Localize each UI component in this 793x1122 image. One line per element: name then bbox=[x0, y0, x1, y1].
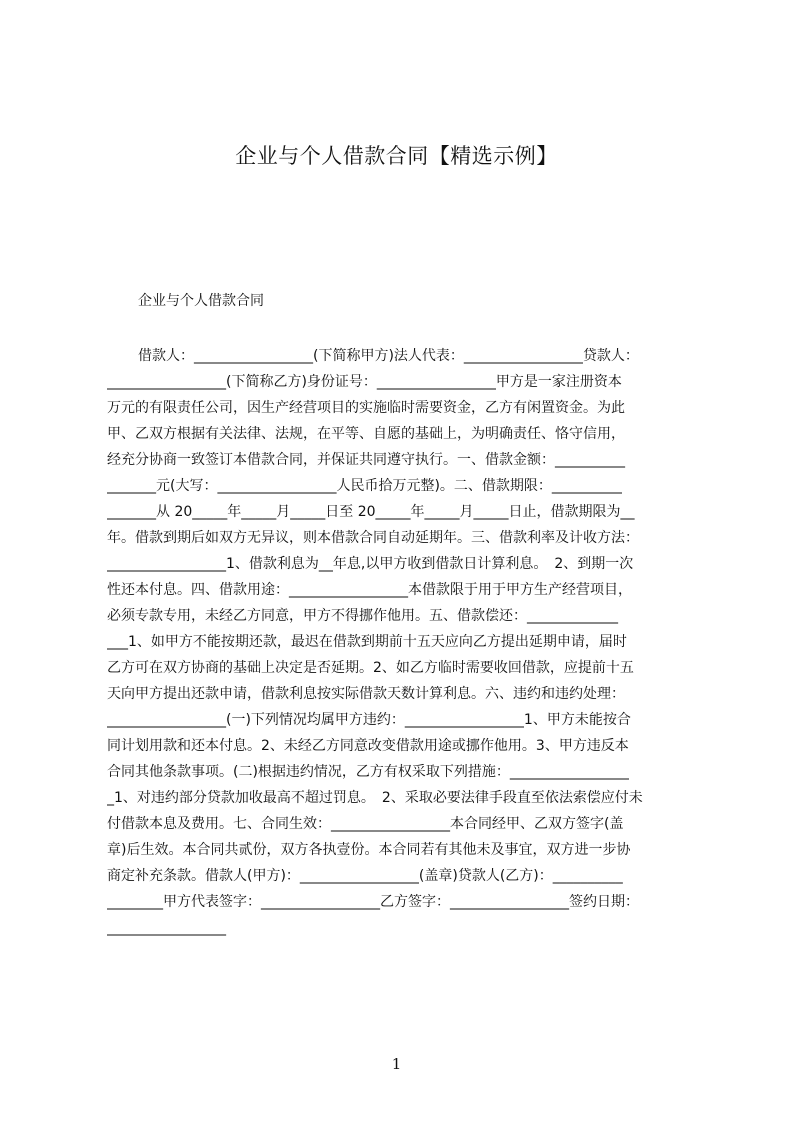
body-line: _1、对违约部分贷款加收最高不超过罚息。 2、采取必要法律手段直至依法索偿应付未 bbox=[107, 790, 643, 806]
body-line: _________________(一)下列情况均属甲方违约：_________________1、甲方未能按合 bbox=[107, 712, 631, 728]
body-line: _______元(大写：_________________人民币拾万元整)。二、借款期限：__________ bbox=[107, 478, 622, 494]
body-line: _________________(下简称乙方)身份证号：_________________甲方是一家注册资本 bbox=[107, 374, 622, 390]
body-line: 性还本付息。四、借款用途：_________________本借款限于用于甲方生产经营项目， bbox=[107, 582, 632, 598]
body-line: 同计划用款和还本付息。2、未经乙方同意改变借款用途或挪作他用。3、甲方违反本 bbox=[107, 738, 629, 754]
body-line: 必须专款专用，未经乙方同意，甲方不得挪作他用。五、借款偿还：_____________ bbox=[107, 608, 618, 624]
body-line: _______从 20_____年_____月_____日至 20_____年_____月_____日止，借款期限为__ bbox=[107, 504, 635, 520]
document-title: 企业与个人借款合同【精选示例】 bbox=[235, 144, 558, 168]
body-line: 经充分协商一致签订本借款合同，并保证共同遵守执行。一、借款金额：__________ bbox=[107, 452, 625, 468]
body-line: ________甲方代表签字：_________________乙方签字：_________________签约日期： bbox=[107, 894, 639, 910]
body-line: 付借款本息及费用。七、合同生效：_________________本合同经甲、乙双方签字(盖 bbox=[107, 816, 624, 832]
body-line: 商定补充条款。借款人(甲方)：_________________(盖章)贷款人(乙方)：__________ bbox=[107, 868, 623, 884]
body-line: 借款人：_________________(下简称甲方)法人代表：_________________贷款人： bbox=[138, 348, 639, 364]
body-line: 章)后生效。本合同共贰份，双方各执壹份。本合同若有其他未及事宜，双方进一步协 bbox=[107, 842, 631, 858]
body-line: 天向甲方提出还款申请，借款利息按实际借款天数计算利息。六、违约和违约处理： bbox=[107, 686, 625, 702]
page-number: 1 bbox=[391, 1055, 402, 1073]
body-line: 万元的有限责任公司，因生产经营项目的实施临时需要资金，乙方有闲置资金。为此 bbox=[107, 400, 625, 416]
body-line: 乙方可在双方协商的基础上决定是否延期。2、如乙方临时需要收回借款，应提前十五 bbox=[107, 660, 634, 676]
body-line: ___1、如甲方不能按期还款，最迟在借款到期前十五天应向乙方提出延期申请，届时 bbox=[107, 634, 627, 650]
contract-body bbox=[107, 343, 697, 953]
body-line: 合同其他条款事项。(二)根据违约情况，乙方有权采取下列措施：_________________ bbox=[107, 764, 629, 780]
contract-subtitle: 企业与个人借款合同 bbox=[138, 293, 264, 309]
body-line: 甲、乙双方根据有关法律、法规，在平等、自愿的基础上，为明确责任、恪守信用， bbox=[107, 426, 625, 442]
body-line: _________________ bbox=[107, 920, 226, 936]
body-line: _________________1、借款利息为__年息,以甲方收到借款日计算利息。 2、到期一次 bbox=[107, 556, 634, 572]
body-line: 年。借款到期后如双方无异议，则本借款合同自动延期年。三、借款利率及计收方法： bbox=[107, 530, 639, 546]
